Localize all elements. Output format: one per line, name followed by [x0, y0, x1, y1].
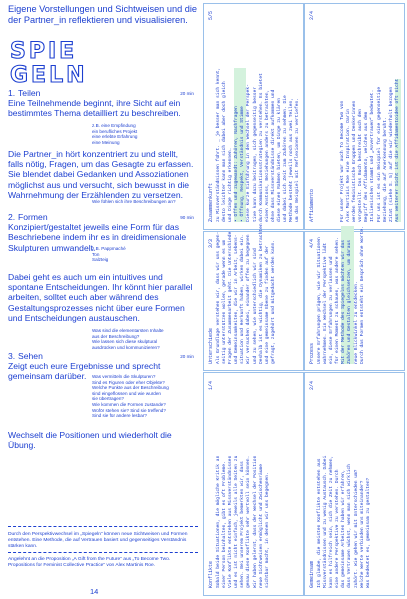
- step-number: 3.: [8, 351, 16, 361]
- right-page: [200, 0, 407, 599]
- text-line: tive kann dazu beitragen, sich gegenseitig besser: [252, 86, 258, 222]
- note-line: Salzteig: [92, 257, 109, 263]
- step-duration: 20 min: [180, 91, 194, 96]
- step-number: 1.: [8, 88, 16, 98]
- text-line: werden feministische Gruppen und Denkerinnen: [352, 100, 358, 222]
- text-line: und dabei sich Zeit zum Zuhören zu nehmen. Die: [283, 95, 289, 222]
- panel-text: [216, 223, 277, 364]
- text-line: Begriff des Affidamento, welches aus dem: [364, 111, 370, 222]
- panel-heading: Zusammenkunft: [208, 182, 214, 222]
- note-line: Welche Punkte aus der Beschreibung: [92, 385, 169, 391]
- note-line: Ton: [92, 251, 100, 257]
- paragraph-listen: Die Partner_in hört konzentriert zu und stellt, falls nötig, Fragen, um das Gesagte zu erfassen. Sie blendet dabei Gedanken und Assoziationen möglichst aus und versucht, sich bewusst in die Wahrnehmung der Erzählenden zu versetzen.: [8, 149, 194, 200]
- text-line: und Gemeinsamkeiten, die wir in Arbeit, Lebens-: [234, 234, 240, 364]
- logo-line2: GELN: [10, 63, 88, 85]
- note-line: z.B. Pappmaché: [92, 246, 126, 251]
- panel-heading: Affidamento: [309, 188, 315, 222]
- text-line: und eine gemeinsame Ebene zu finden auf der: [264, 245, 270, 364]
- step-title: Formen: [18, 212, 48, 222]
- text-line: zu Missverständnissen führt. _ je besser man sich kennt,: [216, 67, 221, 222]
- note-line: eine Meinung: [92, 139, 120, 145]
- step-body: Zeigt euch eure Ergebnisse und sprecht gemeinsam darüber.: [8, 361, 161, 382]
- step-3-notes: [92, 374, 169, 419]
- text-line: Für uns ist es ein Beispiel für eine gegenseitige: [376, 86, 382, 222]
- form-notes: [92, 328, 164, 350]
- panel-text: [317, 226, 366, 364]
- note-line: Was sind die elementarsten Inhalte: [92, 328, 164, 333]
- text-line: Aus weiterer Sicht ist die Affidamentoidee oft nicht: [394, 78, 400, 222]
- note-line: Wie lassen sich diese skulptural: [92, 339, 158, 345]
- text-line: Sobald beide Situationen, die mögliche Kritik an: [216, 455, 221, 588]
- panel-heading: Gemeinsam: [309, 560, 315, 588]
- panel-heading: Konflikte: [208, 560, 214, 588]
- text-line: dass Vertrauen wächst, wenn man sich wirklich: [347, 463, 353, 588]
- text-line: Durch das Formen entsteht ein Gespräch ohne Worte.: [359, 226, 365, 364]
- panel-count: 4/4: [309, 238, 315, 248]
- text-line: das gemeinsame Arbeiten haben wir erfahren,: [341, 469, 347, 588]
- footer-source: Angelehnt an die Proposition „A Gift from the Future“ aus „To Become Two. Propositions for Feminist Collective Practice“ von Alex Martinis Roe.: [8, 557, 171, 568]
- text-line: Als Grundlage verstehen wir, dass wir uns gegen-: [216, 231, 221, 364]
- note-line: ausdrücken und kommunizieren?: [92, 344, 160, 350]
- note-line: Woför stehen sie? Sind sie treffend?: [92, 407, 166, 413]
- text-line: Fragen der Zusammenarbeit geht. Die Unterschiede: [228, 231, 234, 364]
- text-line: Wir haben gelernt, dass der Wechsel der Position: [252, 455, 258, 588]
- note-line: ein berufliches Projekt: [92, 128, 138, 134]
- text-line: • Offen und zugewandt: Zuhören, Nachfragen: [234, 68, 240, 222]
- panel-heading: Unterschiede: [208, 327, 214, 364]
- note-line: sind eingeflossen und wie wurden: [92, 390, 161, 396]
- note-line: Sind es Figuren oder eher Objekte?: [92, 379, 165, 385]
- text-line: neue Sichtweisen ermöglicht und Zwischenräume: [258, 463, 264, 588]
- text-line: diese einen Rahmen bieten, um Dinge zu klären: [276, 97, 282, 222]
- listen-note: Wie fühlen sich ihre Beschreibungen an?: [92, 199, 176, 204]
- note-line: Sind sie für andere lesbar?: [92, 413, 147, 419]
- step-duration: 90 min: [180, 215, 194, 220]
- text-line: Italienischen stammt und „Anvertrauen“ bedeutet.: [370, 89, 376, 222]
- text-line: Viele Konflikte entstehen aus Missverständnissen: [228, 455, 234, 588]
- intro-text: Eigene Vorstellungen und Sichtweisen und die der Partner_in reflektieren und visualisieren.: [8, 4, 197, 25]
- text-line: Zuhören und Gestalten gleichsetzen, um daraus: [347, 226, 353, 364]
- text-line: Zitat (siehe S. 5) auf die wir wiederholt bezogen: [388, 86, 394, 222]
- text-line: einen Anstoss, Beziehungen anders zu betrachten,: [264, 89, 270, 222]
- text-line: Welche Werte verbinden uns miteinander?: [359, 480, 365, 588]
- footer-text: Durch den Perspektivwechsel im „Spiegeln“ können neue Sichtweisen und Formen entstehen. Eine Methode, die auf Vertrauen basiert und gegenseitiges Verständnis stärken kann.: [8, 532, 188, 549]
- text-line: für einen Moment zu schauen, was andere sehen.: [335, 237, 341, 364]
- step-1-notes: [92, 123, 137, 145]
- note-line: eine erlebte Erfahrung: [92, 134, 138, 140]
- text-line: und zu sehen, wie unterschiedlich wir sind: [252, 248, 258, 364]
- spiegeln-logo: [8, 37, 118, 85]
- text-line: ohne dass Missverständnisse direkt aufkommen und: [270, 89, 276, 222]
- text-line: • Öffnung, Respekt, Verständnis und Stimme: [240, 68, 246, 222]
- note-line: Was vermitteln die Skulpturen?: [92, 374, 156, 379]
- text-line: desto leichter kann man sich dabei aber doch gleich: [222, 81, 228, 222]
- text-line: Alex Martinis Roe eine Inspiration. Darin: [346, 108, 352, 222]
- note-line: aus der Beschreibung?: [92, 333, 140, 339]
- footer-divider: [8, 552, 198, 553]
- panel-text: [216, 456, 271, 588]
- step-2-notes: [92, 246, 126, 263]
- text-line: Methode besteht jeweils noch aus zwei Teilen,: [289, 97, 295, 222]
- text-line: einer Person beinhalten, gibt es oft Probleme.: [222, 461, 228, 588]
- panel-count: 3/3: [208, 238, 214, 248]
- left-page: [0, 0, 200, 599]
- text-line: gefragt, zugehört und mitgedacht werden kann.: [270, 239, 276, 364]
- step-title: Teilen: [18, 88, 41, 98]
- note-line: Wie kommen die Formen zustande?: [92, 401, 166, 407]
- text-line: vorgestellt. Das Buch beschreibt auch den: [358, 108, 364, 222]
- logo-line1: SPIE: [10, 39, 78, 64]
- text-line: Missverständnissen und zu wenig Austausch. Dabei: [323, 455, 329, 588]
- panel-count: 1/4: [208, 380, 214, 390]
- text-line: genau diese Konflikte sehr wertvoll sein können.: [246, 455, 252, 588]
- text-line: Deshalb ist es wichtig, die Dynamiken zu betrachten: [258, 223, 264, 364]
- text-line: Wir versuchen dabei, einander offen zu begegnen: [246, 234, 252, 364]
- text-line: kann es hilfreich sein, sich die Zeit zu nehmen,: [329, 455, 335, 588]
- text-line: um das Beispiel mit Reflexionen zu vertiefen.: [295, 97, 301, 222]
- note-line: sie übertragen?: [92, 396, 124, 402]
- step-title: Sehen: [18, 351, 43, 361]
- text-line: sichtbar macht, in denen wir uns begegnen.: [264, 472, 270, 588]
- panel-count: 2/4: [309, 380, 315, 390]
- panel-text: [340, 79, 401, 222]
- panel-heading: Prozess: [309, 342, 315, 364]
- text-line: Ich glaube, die meisten Konflikte entstehen aus: [317, 458, 322, 588]
- step-duration: 20 min: [180, 354, 194, 359]
- page-number: 14: [90, 587, 99, 596]
- text-line: eine andere Perspektive zu verstehen. Durch: [335, 469, 341, 588]
- paragraph-switch: Wechselt die Positionen und wiederholt die Übung.: [8, 430, 172, 451]
- text-line: sehen. Bei unserem Projekt bemerkten wir, dass: [240, 461, 246, 588]
- text-line: Mit der Methode des Spiegelns möchten wir das: [341, 226, 347, 364]
- text-line: Was bedeutet es, gemeinsam zu gestalten?: [365, 477, 371, 588]
- panel-count: 5/5: [208, 10, 214, 20]
- text-line: neue Blickwinkel zu entdecken.: [353, 281, 359, 364]
- paragraph-form: Dabei geht es auch um ein intuitives und spontane Entscheidungen. Ihr könnt hier parallel arbeiten, solltet euch aber während des Gestaltungsprozesses nicht über eure Formen und Entscheidungen austauschen.: [8, 272, 193, 323]
- text-line: durch Kommunikationsstrategien zu verstehen. Es bietet: [258, 73, 264, 222]
- panel-count: 2/4: [309, 10, 315, 20]
- footer-divider: [8, 526, 198, 527]
- text-line: situation und Herkunft haben, wirken dabei ein.: [240, 234, 246, 364]
- text-line: zuhört. Wie gehen wir mit Unterschieden um?: [353, 469, 359, 588]
- step-number: 2.: [8, 212, 16, 222]
- text-line: und es ist nicht einfach, jeweils alle Seiten zu: [234, 455, 240, 588]
- text-line: Diese kurze Einführung in den Wechsel der Perspek-: [246, 84, 252, 222]
- text-line: Beziehung, die auf Anerkennung beruht.: [382, 117, 388, 222]
- panel-text: [216, 68, 301, 222]
- step-body: Konzipiert/gestaltet jeweils eine Form für das Beschriebene indem ihr es in dreidimensionale Skulpturen umwandelt.: [8, 222, 187, 253]
- text-line: Für unser Projekt war auch To Become Two von: [340, 100, 345, 222]
- note-line: z.B. eine Empfindung: [92, 123, 136, 128]
- text-line: seitig unterstützen wollen, gerade wenn es um: [222, 239, 228, 364]
- text-line: ein, diese Erfahrungen zu verlassen und: [329, 256, 335, 364]
- text-line: wahrnehmen. Ein Wechsel der Perspektive lädt: [323, 242, 329, 364]
- step-body: Eine Teilnehmende beginnt, ihre Sicht auf ein bestimmtes Thema detailliert zu beschreiben.: [8, 98, 181, 119]
- text-line: Unsere Erfahrungen prägen, wie wir Situationen: [317, 237, 322, 364]
- step-1: [8, 88, 194, 119]
- panel-text: [317, 456, 372, 588]
- text-line: und Dinge richtig erkennen.: [228, 147, 234, 222]
